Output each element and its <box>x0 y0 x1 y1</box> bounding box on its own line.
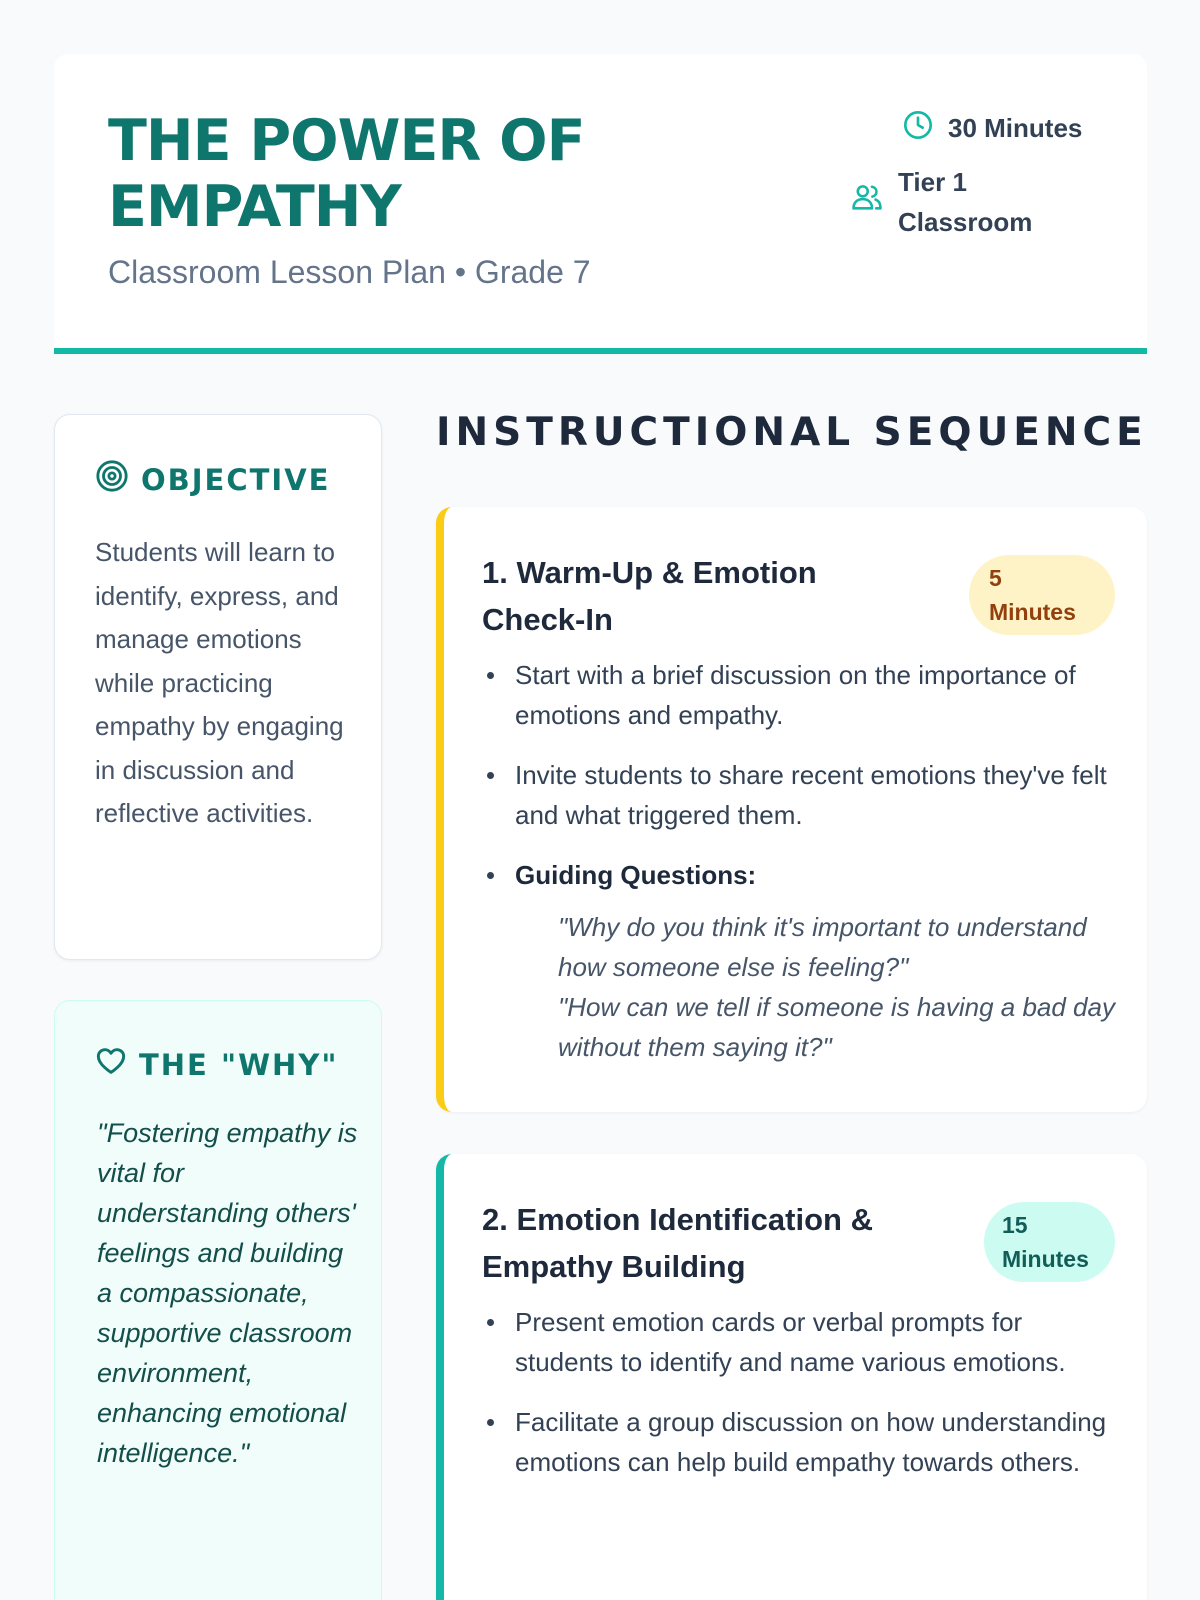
why-quote: "Fostering empathy is vital for understanding others' feelings and building a compassionate, supportive classroom environment, enhancing emotional intelligence." <box>97 1118 358 1468</box>
step-bullet-list <box>482 655 1118 901</box>
guiding-question: "How can we tell if someone is having a bad day without them saying it?" <box>558 992 1115 1062</box>
duration-badge <box>984 1202 1115 1282</box>
why-heading-label: THE "WHY" <box>139 1047 339 1082</box>
step-title: 2. Emotion Identification & Empathy Building <box>482 1202 873 1284</box>
why-heading <box>95 1045 338 1084</box>
page-title: THE POWER OF EMPATHY <box>108 108 585 240</box>
step-title: 1. Warm-Up & Emotion Check-In <box>482 555 817 637</box>
list-item: Facilitate a group discussion on how understanding emotions can help build empathy towards others. <box>482 1402 1118 1482</box>
badge-unit: Minutes <box>1002 1246 1089 1272</box>
section-title: INSTRUCTIONAL SEQUENCE <box>436 410 1148 455</box>
badge-unit: Minutes <box>989 599 1076 625</box>
badge-number: 5 <box>989 565 1002 591</box>
step-bullet-list <box>482 1302 1118 1482</box>
tier-meta <box>850 162 1070 242</box>
list-item: Invite students to share recent emotions they've felt and what triggered them. <box>482 755 1118 835</box>
objective-heading-label: OBJECTIVE <box>141 462 331 497</box>
duration-label: 30 Minutes <box>948 112 1083 143</box>
users-icon <box>850 180 884 225</box>
target-icon <box>95 459 129 500</box>
badge-number: 15 <box>1002 1212 1028 1238</box>
list-item: Present emotion cards or verbal prompts for students to identify and name various emotions. <box>482 1302 1118 1382</box>
objective-heading <box>95 459 330 500</box>
step-card-warm-up <box>436 507 1147 1112</box>
clock-icon <box>902 109 934 148</box>
why-card <box>54 1000 382 1600</box>
lesson-header <box>54 54 1147 354</box>
guiding-question: "Why do you think it's important to understand how someone else is feeling?" <box>558 912 1087 982</box>
duration-badge <box>969 555 1115 635</box>
page-subtitle: Classroom Lesson Plan • Grade 7 <box>108 254 591 290</box>
list-item: Start with a brief discussion on the importance of emotions and empathy. <box>482 655 1118 735</box>
duration-meta <box>902 110 1082 146</box>
objective-card <box>54 414 382 960</box>
guiding-questions-label: Guiding Questions: <box>482 855 1118 895</box>
step-card-emotion-identification <box>436 1154 1147 1600</box>
guiding-questions <box>558 907 1118 1067</box>
tier-label: Tier 1 Classroom <box>898 167 1033 237</box>
objective-text: Students will learn to identify, express, and manage emotions while practicing empathy by engaging in discussion and reflective activities. <box>95 537 344 828</box>
heart-icon <box>95 1045 127 1084</box>
